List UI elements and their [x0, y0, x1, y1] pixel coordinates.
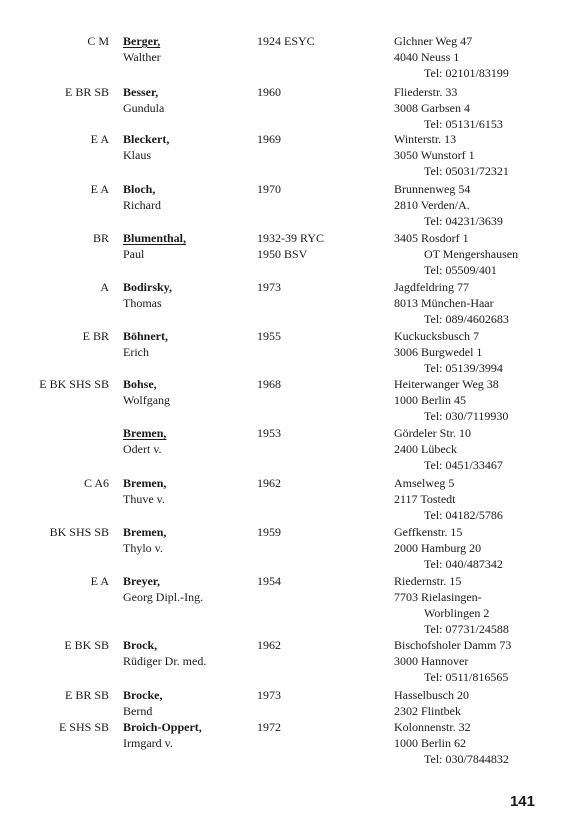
- year: 1962: [257, 638, 281, 652]
- address-block: [394, 279, 509, 327]
- surname: Bleckert,: [123, 132, 170, 146]
- name-block: [123, 33, 161, 65]
- address-block: [394, 33, 509, 81]
- given-name: Georg Dipl.-Ing.: [123, 590, 204, 604]
- year: 1973: [257, 280, 281, 294]
- name-block: [123, 637, 206, 669]
- membership-codes: E A: [90, 574, 109, 588]
- city: 2000 Hamburg 20: [394, 541, 482, 555]
- year-block: [257, 573, 281, 589]
- name-block: [123, 475, 166, 507]
- city: 3050 Wunstorf 1: [394, 148, 475, 162]
- city: 7703 Rielasingen-: [394, 590, 482, 604]
- address-block: [394, 524, 503, 572]
- given-name: Odert v.: [123, 442, 162, 456]
- phone: Tel: 089/4602683: [424, 312, 509, 326]
- year-block: [257, 637, 281, 653]
- phone: Tel: 04231/3639: [424, 214, 503, 228]
- address-block: [394, 573, 509, 637]
- phone: Tel: 05509/401: [424, 263, 497, 277]
- year-block: [257, 687, 281, 703]
- year-block: [257, 84, 281, 100]
- given-name: Thomas: [123, 296, 162, 310]
- membership-codes: E A: [90, 182, 109, 196]
- street: Gördeler Str. 10: [394, 426, 471, 440]
- membership-codes: C M: [87, 34, 109, 48]
- address-block: [394, 637, 511, 685]
- street: Jagdfeldring 77: [394, 280, 469, 294]
- name-block: [123, 279, 172, 311]
- address-block: [394, 84, 503, 132]
- given-name: Gundula: [123, 101, 165, 115]
- address-block: [394, 376, 508, 424]
- year: 1972: [257, 720, 281, 734]
- phone: Tel: 02101/83199: [424, 66, 509, 80]
- membership-codes: C A6: [83, 476, 109, 490]
- name-block: [123, 573, 203, 605]
- name-block: [123, 687, 162, 719]
- name-block: [123, 230, 186, 262]
- surname: Breyer,: [123, 574, 160, 588]
- surname: Bremen,: [123, 525, 167, 539]
- street: Kuckucksbusch 7: [394, 329, 479, 343]
- phone: Tel: 0451/33467: [424, 458, 503, 472]
- year: 1932-39 RYC: [257, 231, 325, 245]
- surname: Bloch,: [123, 182, 156, 196]
- street: Kolonnenstr. 32: [394, 720, 471, 734]
- year-block: [257, 181, 281, 197]
- membership-codes: E BK SHS SB: [39, 377, 109, 391]
- year: 1955: [257, 329, 281, 343]
- year-block: [257, 279, 281, 295]
- city-continued: Worblingen 2: [424, 606, 490, 620]
- surname: Brock,: [123, 638, 158, 652]
- year-block: [257, 230, 324, 262]
- year-block: [257, 475, 281, 491]
- address-block: [394, 719, 509, 767]
- address-block: [394, 687, 469, 719]
- surname: Böhnert,: [123, 329, 168, 343]
- name-block: [123, 719, 202, 751]
- street: Fliederstr. 33: [394, 85, 458, 99]
- phone: Tel: 030/7119930: [424, 409, 509, 423]
- year: 1959: [257, 525, 281, 539]
- membership-codes: A: [100, 280, 109, 294]
- year: 1973: [257, 688, 281, 702]
- phone: Tel: 0511/816565: [424, 670, 509, 684]
- phone: Tel: 05031/72321: [424, 164, 509, 178]
- year: 1970: [257, 182, 281, 196]
- year-block: [257, 524, 281, 540]
- given-name: Wolfgang: [123, 393, 171, 407]
- street: Amselweg 5: [394, 476, 455, 490]
- phone: Tel: 05139/3994: [424, 361, 503, 375]
- address-block: [394, 425, 503, 473]
- name-block: [123, 181, 161, 213]
- city: 3008 Garbsen 4: [394, 101, 470, 115]
- city: 3006 Burgwedel 1: [394, 345, 483, 359]
- given-name: Bernd: [123, 704, 153, 718]
- city: 8013 München-Haar: [394, 296, 494, 310]
- given-name: Rüdiger Dr. med.: [123, 654, 207, 668]
- year-block: [257, 376, 281, 392]
- phone: Tel: 07731/24588: [424, 622, 509, 636]
- surname: Bodirsky,: [123, 280, 173, 294]
- surname: Berger,: [123, 34, 161, 48]
- street: Heiterwanger Weg 38: [394, 377, 499, 391]
- year-block: [257, 328, 281, 344]
- year: 1968: [257, 377, 281, 391]
- year: 1960: [257, 85, 281, 99]
- address-block: [394, 328, 503, 376]
- membership-codes: E BK SB: [64, 638, 109, 652]
- membership-codes: E BR SB: [64, 85, 109, 99]
- given-name: Thylo v.: [123, 541, 163, 555]
- street: Hasselbusch 20: [394, 688, 469, 702]
- city: 4040 Neuss 1: [394, 50, 460, 64]
- surname: Broich-Oppert,: [123, 720, 202, 734]
- given-name: Erich: [123, 345, 149, 359]
- address-block: [394, 230, 518, 278]
- phone: Tel: 05131/6153: [424, 117, 503, 131]
- name-block: [123, 425, 166, 457]
- street: Glchner Weg 47: [394, 34, 473, 48]
- city: 2400 Lübeck: [394, 442, 457, 456]
- surname: Bohse,: [123, 377, 157, 391]
- year-block: [257, 33, 315, 49]
- year-block: [257, 131, 281, 147]
- address-block: [394, 475, 503, 523]
- phone: Tel: 030/7844832: [424, 752, 509, 766]
- street: Winterstr. 13: [394, 132, 457, 146]
- membership-codes: E BR SB: [64, 688, 109, 702]
- street: Bischofsholer Damm 73: [394, 638, 512, 652]
- given-name: Irmgard v.: [123, 736, 173, 750]
- district: OT Mengershausen: [424, 247, 519, 261]
- name-block: [123, 376, 170, 408]
- street: Brunnenweg 54: [394, 182, 471, 196]
- surname: Besser,: [123, 85, 159, 99]
- phone: Tel: 04182/5786: [424, 508, 503, 522]
- membership-codes: E A: [90, 132, 109, 146]
- given-name: Walther: [123, 50, 161, 64]
- membership-codes: E SHS SB: [58, 720, 109, 734]
- street: Geffkenstr. 15: [394, 525, 463, 539]
- city: 2302 Flintbek: [394, 704, 462, 718]
- city: 1000 Berlin 62: [394, 736, 466, 750]
- city: 2117 Tostedt: [394, 492, 456, 506]
- city: 1000 Berlin 45: [394, 393, 466, 407]
- surname: Brocke,: [123, 688, 163, 702]
- address-block: [394, 131, 509, 179]
- year-block: [257, 719, 281, 735]
- given-name: Thuve v.: [123, 492, 165, 506]
- name-block: [123, 328, 168, 360]
- phone: Tel: 040/487342: [424, 557, 503, 571]
- year: 1962: [257, 476, 281, 490]
- street: Riedernstr. 15: [394, 574, 462, 588]
- year: 1954: [257, 574, 281, 588]
- name-block: [123, 131, 169, 163]
- membership-codes: BK SHS SB: [49, 525, 109, 539]
- given-name: Paul: [123, 247, 145, 261]
- city: 3000 Hannover: [394, 654, 469, 668]
- membership-codes: BR: [92, 231, 109, 245]
- given-name: Richard: [123, 198, 161, 212]
- page-number: 141: [509, 793, 535, 810]
- street: 3405 Rosdorf 1: [394, 231, 469, 245]
- membership-codes: E BR: [82, 329, 109, 343]
- address-block: [394, 181, 503, 229]
- year: 1924 ESYC: [257, 34, 315, 48]
- surname: Blumenthal,: [123, 231, 187, 245]
- year: 1950 BSV: [257, 247, 308, 261]
- surname: Bremen,: [123, 426, 167, 440]
- year-block: [257, 425, 281, 441]
- given-name: Klaus: [123, 148, 151, 162]
- year: 1953: [257, 426, 281, 440]
- name-block: [123, 524, 166, 556]
- year: 1969: [257, 132, 281, 146]
- name-block: [123, 84, 164, 116]
- city: 2810 Verden/A.: [394, 198, 470, 212]
- surname: Bremen,: [123, 476, 167, 490]
